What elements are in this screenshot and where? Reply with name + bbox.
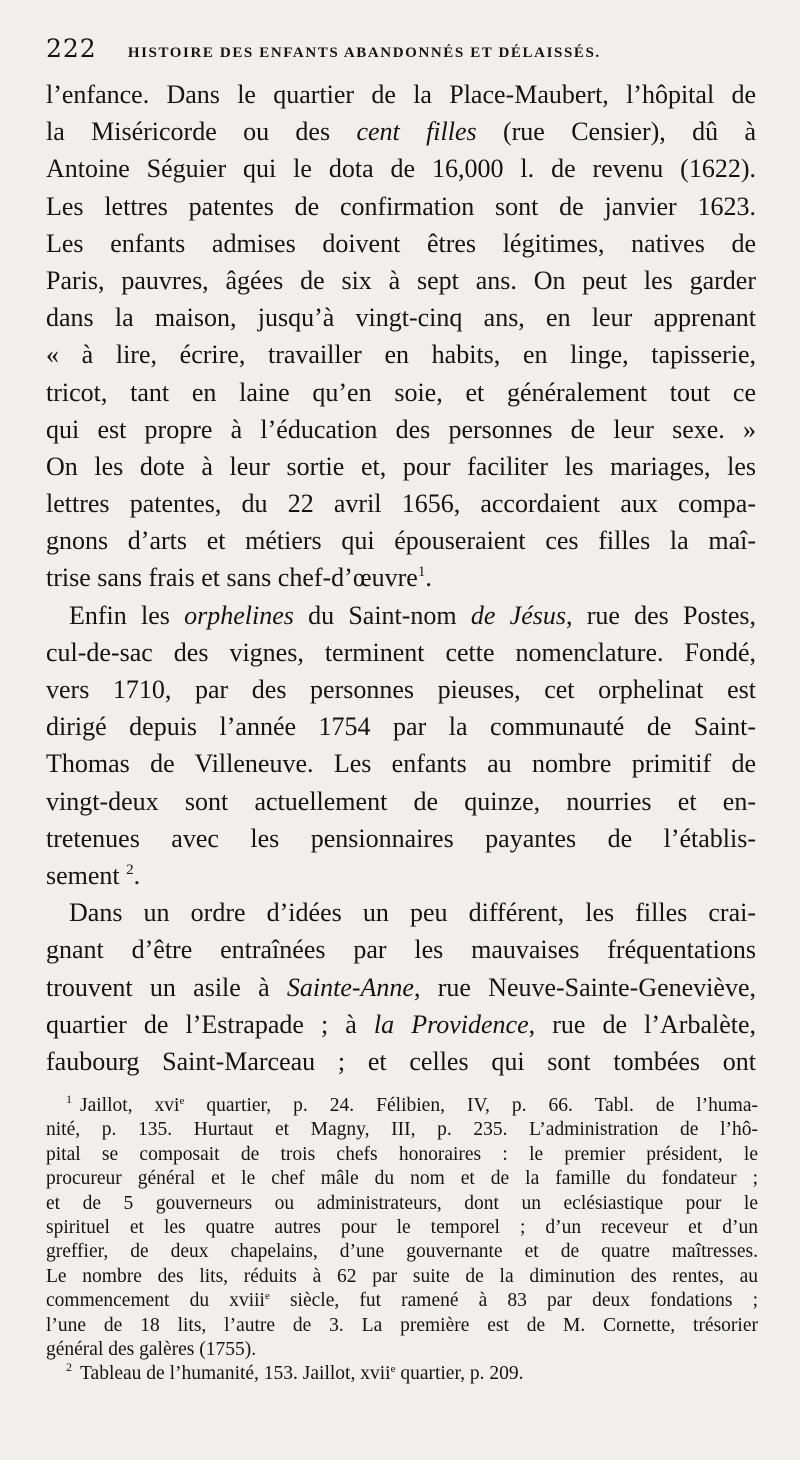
text-line: vingt-deux sont actuellement de quinze, nourries et en- <box>46 786 756 816</box>
italic-phrase: orphelines <box>184 600 294 630</box>
footnote-line: pital se composait de trois chefs honoraires : le premier président, le <box>46 1143 758 1165</box>
text-line: « à lire, écrire, travailler en habits, en linge, tapisserie, <box>46 340 756 370</box>
main-text <box>46 76 756 1080</box>
running-title: HISTOIRE DES ENFANTS ABANDONNÉS ET DÉLAISSÉS. <box>127 45 601 61</box>
text-run: (rue Censier), dû à <box>476 117 756 147</box>
text-run: quartier de l’Estrapade ; à <box>46 1009 374 1039</box>
text-run: trouvent un asile à <box>46 972 287 1002</box>
page-header <box>46 34 760 62</box>
footnote-line: l’une de 18 lits, l’autre de 3. La première est de M. Cornette, trésorier <box>46 1314 758 1336</box>
text-line: qui est propre à l’éducation des personnes de leur sexe. » <box>46 414 756 444</box>
text-line: l’enfance. Dans le quartier de la Place-Maubert, l’hôpital de <box>46 80 756 109</box>
text-line: Dans un ordre d’idées un peu différent, les filles crai- <box>69 898 756 928</box>
italic-phrase: de Jésus <box>470 600 566 630</box>
text-line: On les dote à leur sortie et, pour faciliter les mariages, les <box>46 451 756 481</box>
italic-phrase: Sainte-Anne <box>286 972 414 1002</box>
text-line: Les enfants admises doivent êtres légitimes, natives de <box>46 228 756 258</box>
text-line: tricot, tant en laine qu’en soie, et généralement tout ce <box>46 377 756 407</box>
text-line: sement $^2$. <box>46 860 141 890</box>
text-line <box>46 597 756 634</box>
footnote-line: et de 5 gouverneurs ou administrateurs, dont un eclésiastique pour le <box>46 1192 758 1214</box>
text-line: Antoine Séguier qui le dota de 16,000 l. de revenu (1622). <box>46 154 756 184</box>
footnote-line: commencement du xviii$^e$ siècle, fut ramené à 83 par deux fondations ; <box>46 1290 758 1312</box>
footnote-line: procureur général et le chef mâle du nom et de la famille du fondateur ; <box>46 1168 758 1190</box>
footnote-2: $^2$ Tableau de l’humanité, 153. Jaillot, xvii$^e$ quartier, p. 209. <box>66 1360 524 1385</box>
text-line: tretenues avec les pensionnaires payantes de l’établis- <box>46 823 756 853</box>
text-run: , rue de l’Arbalète, <box>528 1009 757 1039</box>
text-line: Thomas de Villeneuve. Les enfants au nombre primitif de <box>46 749 756 779</box>
footnote-ref-2: 2 <box>126 861 134 878</box>
footnote-line: spirituel et les quatre autres pour le temporel ; d’un receveur et d’un <box>46 1216 758 1238</box>
text-line: dans la maison, jusqu’à vingt-cinq ans, en leur apprenant <box>46 303 756 333</box>
text-line: vers 1710, par des personnes pieuses, cet orphelinat est <box>46 675 756 704</box>
footnote-1: $^1$ Jaillot, xvi$^e$ quartier, p. 24. Félibien, IV, p. 66. Tabl. de l’huma- <box>66 1092 758 1116</box>
text-run: , rue Neuve-Sainte-Geneviève, <box>413 972 756 1002</box>
footnote-line: Le nombre des lits, réduits à 62 par suite de la diminution des rentes, au <box>46 1265 758 1287</box>
footnotes <box>46 1094 758 1387</box>
text-run: Enfin les <box>69 600 185 630</box>
text-run: , rue des Postes, <box>565 600 756 630</box>
text-line: dirigé depuis l’année 1754 par la communauté de Saint- <box>46 712 756 742</box>
text-run: la Miséricorde ou des <box>46 117 357 147</box>
text-line: cul-de-sac des vignes, terminent cette nomenclature. Fondé, <box>46 637 756 667</box>
page-number: 222 <box>46 34 97 63</box>
text-line <box>46 113 756 150</box>
text-line: gnant d’être entraînées par les mauvaises fréquentations <box>46 935 756 965</box>
text-line: lettres patentes, du 22 avril 1656, accordaient aux compa- <box>46 489 756 519</box>
footnote-line: nité, p. 135. Hurtaut et Magny, III, p. 235. L’administration de l’hô- <box>46 1119 758 1141</box>
footnote-line: greffier, de deux chapelains, d’une gouvernante et de quatre maîtresses. <box>46 1241 758 1263</box>
text-line: gnons d’arts et métiers qui épouseraient ces filles la maî- <box>46 526 756 556</box>
text-line: Les lettres patentes de confirmation sont de janvier 1623. <box>46 191 756 221</box>
italic-phrase: cent filles <box>356 117 477 147</box>
text-line: faubourg Saint-Marceau ; et celles qui sont tombées ont <box>46 1046 756 1076</box>
text-line <box>46 1006 756 1043</box>
footnote-ref-1: 1 <box>417 564 426 581</box>
text-line <box>46 969 756 1006</box>
footnote-line: général des galères (1755). <box>46 1338 257 1360</box>
text-line: Paris, pauvres, âgées de six à sept ans. On peut les garder <box>46 265 756 295</box>
text-run: du Saint-nom <box>293 600 471 630</box>
italic-phrase: la Providence <box>373 1009 529 1039</box>
text-line: trise sans frais et sans chef-d’œuvre$^1$. <box>46 563 432 593</box>
